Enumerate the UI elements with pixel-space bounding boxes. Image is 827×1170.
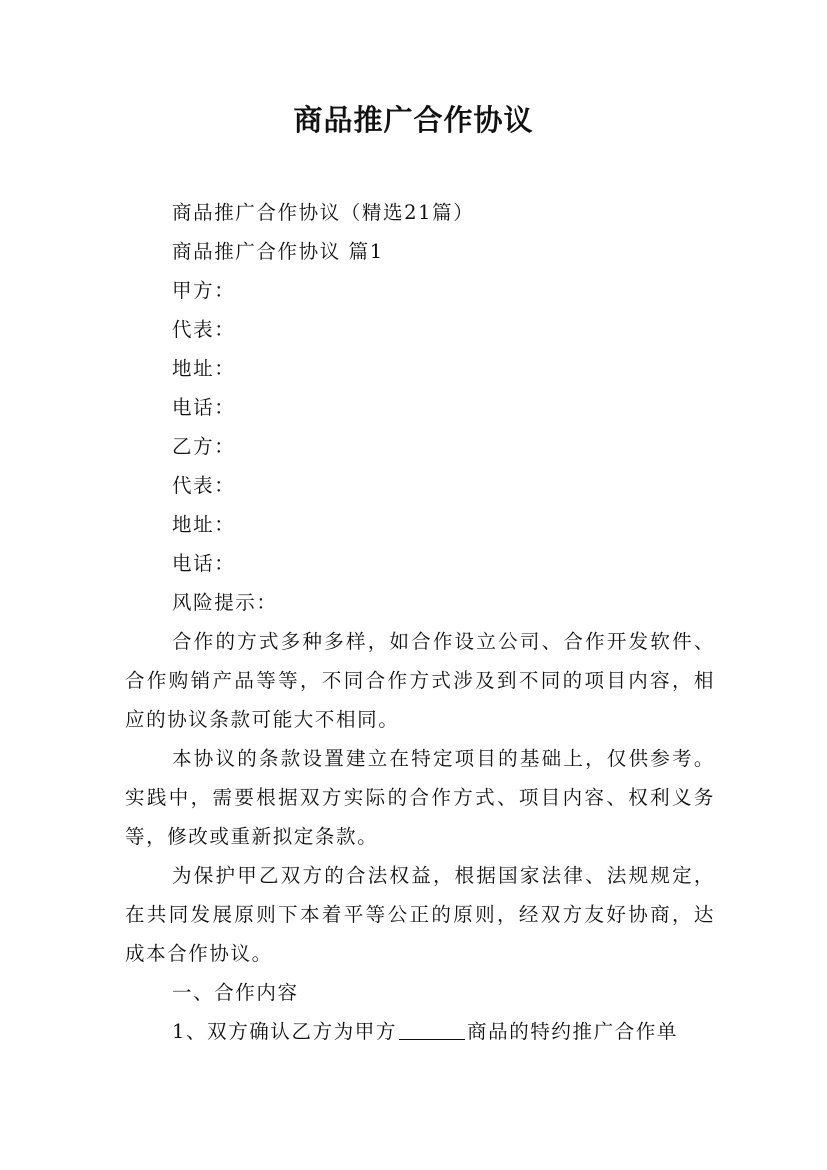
paragraph-subtitle: 商品推广合作协议（精选21篇） bbox=[172, 201, 475, 224]
document-body bbox=[125, 193, 715, 1051]
clause-heading-cooperation-content: 一、合作内容 bbox=[172, 981, 299, 1004]
paragraph-terms-reference: 本协议的条款设置建立在特定项目的基础上，仅供参考。实践中，需要根据双方实际的合作方式、项目内容、权利义务等，修改或重新拟定条款。 bbox=[125, 747, 715, 848]
risk-notice-heading: 风险提示： bbox=[172, 591, 278, 614]
party-a-label: 甲方： bbox=[172, 279, 236, 302]
paragraph-cooperation-methods: 合作的方式多种多样，如合作设立公司、合作开发软件、合作购销产品等等，不同合作方式涉及到不同的项目内容，相应的协议条款可能大不相同。 bbox=[125, 630, 715, 731]
clause-1-text bbox=[125, 1012, 715, 1051]
party-b-label: 乙方： bbox=[172, 435, 236, 458]
clause-1-after-blank: 商品的特约推广合作单 bbox=[467, 1020, 679, 1043]
fill-in-blank[interactable] bbox=[399, 1017, 465, 1040]
paragraph-section-heading: 商品推广合作协议 篇1 bbox=[172, 240, 384, 263]
paragraph-purpose: 为保护甲乙双方的合法权益，根据国家法律、法规规定，在共同发展原则下本着平等公正的原则，经双方友好协商，达成本合作协议。 bbox=[125, 864, 715, 965]
party-a-phone: 电话： bbox=[172, 396, 236, 419]
document-title: 商品推广合作协议 bbox=[293, 103, 534, 137]
clause-1-before-blank: 1、双方确认乙方为甲方 bbox=[172, 1020, 398, 1043]
party-a-representative: 代表： bbox=[172, 318, 236, 341]
party-b-representative: 代表： bbox=[172, 474, 236, 497]
party-a-address: 地址： bbox=[172, 357, 236, 380]
party-b-address: 地址： bbox=[172, 513, 236, 536]
party-b-phone: 电话： bbox=[172, 552, 236, 575]
